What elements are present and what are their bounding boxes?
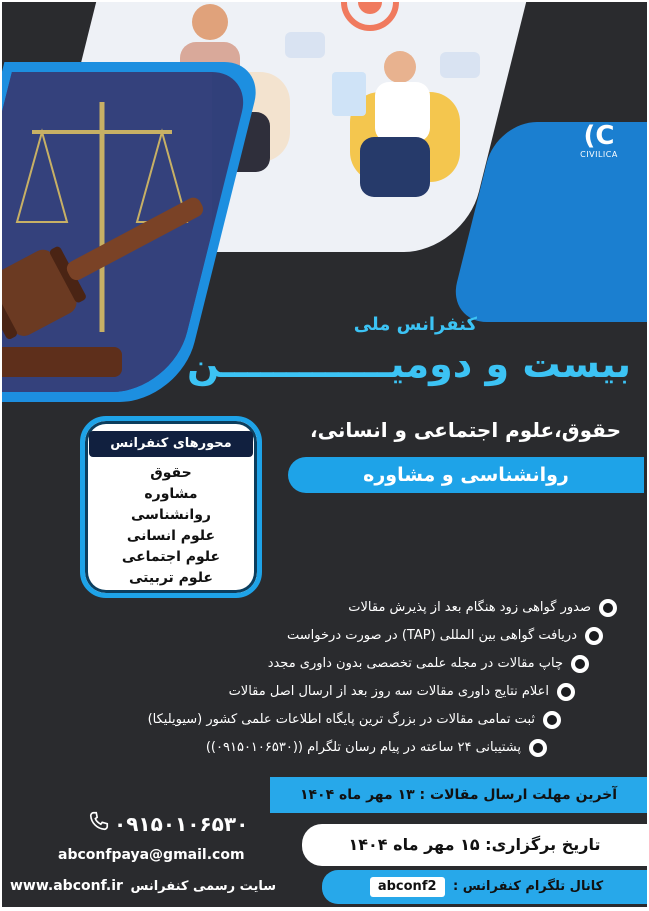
feature-text: اعلام نتایج داوری مقالات سه روز بعد از ارسال اصل مقالات xyxy=(228,684,549,699)
conference-topic-line2: روانشناسی و مشاوره xyxy=(288,457,644,493)
axis-item: روانشناسی xyxy=(131,507,211,523)
telegram-handle[interactable]: abconf2 xyxy=(370,877,445,897)
feature-text: پشتیبانی ۲۴ ساعته در پیام رسان تلگرام ((۰۹۱۵۰۱۰۶۵۳۰)) xyxy=(205,740,521,755)
bullet-icon xyxy=(585,627,603,645)
feature-item xyxy=(97,678,575,706)
feature-item xyxy=(97,594,617,622)
website-label: سایت رسمی کنفرانس xyxy=(130,879,276,894)
features-list xyxy=(97,594,617,762)
telegram-label: کانال تلگرام کنفرانس : xyxy=(453,879,604,894)
axis-item: حقوق xyxy=(150,465,192,481)
website-link[interactable]: www.abconf.ir xyxy=(10,878,123,894)
conference-label: کنفرانس ملی xyxy=(353,314,477,335)
bullet-icon xyxy=(529,739,547,757)
gavel-scale-image xyxy=(2,72,212,392)
feature-text: دریافت گواهی بین المللی (TAP) در صورت درخواست xyxy=(287,628,577,643)
phone-icon xyxy=(88,810,110,832)
feature-item xyxy=(97,622,603,650)
bullet-icon xyxy=(599,599,617,617)
bullet-icon xyxy=(543,711,561,729)
bullet-icon xyxy=(571,655,589,673)
civilica-logo xyxy=(571,122,627,159)
contact-block xyxy=(10,800,276,904)
phone-number[interactable]: ۰۹۱۵۰۱۰۶۵۳۰ xyxy=(114,812,249,836)
civilica-logo-icon: (C xyxy=(583,121,615,151)
civilica-logo-text: CIVILICA xyxy=(580,150,618,159)
bullet-icon xyxy=(557,683,575,701)
feature-item xyxy=(97,706,561,734)
telegram-channel xyxy=(322,870,647,904)
submission-deadline: آخرین مهلت ارسال مقالات : ۱۳ مهر ماه ۱۴۰۴ xyxy=(270,777,647,813)
axes-title: محورهای کنفرانس xyxy=(89,431,253,457)
conference-edition: بیست و دومیـــــــــــــن xyxy=(187,342,631,386)
feature-text: چاپ مقالات در مجله علمی تخصصی بدون داوری مجدد xyxy=(267,656,563,671)
conference-poster xyxy=(2,2,647,907)
email-address[interactable]: abconfpaya@gmail.com xyxy=(58,847,245,863)
conference-axes-box xyxy=(80,416,262,598)
axis-item: علوم انسانی xyxy=(126,528,216,544)
feature-item xyxy=(97,650,589,678)
feature-text: ثبت تمامی مقالات در بزرگ ترین پایگاه اطلاعات علمی کشور (سیویلیکا) xyxy=(147,712,535,727)
conference-topic-line1: حقوق،علوم اجتماعی و انسانی، xyxy=(310,418,621,442)
axis-item: مشاوره xyxy=(144,486,198,502)
feature-text: صدور گواهی زود هنگام بعد از پذیرش مقالات xyxy=(348,600,591,615)
axis-item: علوم تربیتی xyxy=(128,570,213,586)
event-date: تاریخ برگزاری: ۱۵ مهر ماه ۱۴۰۴ xyxy=(302,824,647,866)
axis-item: علوم اجتماعی xyxy=(121,549,221,565)
feature-item xyxy=(97,734,547,762)
axes-list xyxy=(95,463,247,589)
